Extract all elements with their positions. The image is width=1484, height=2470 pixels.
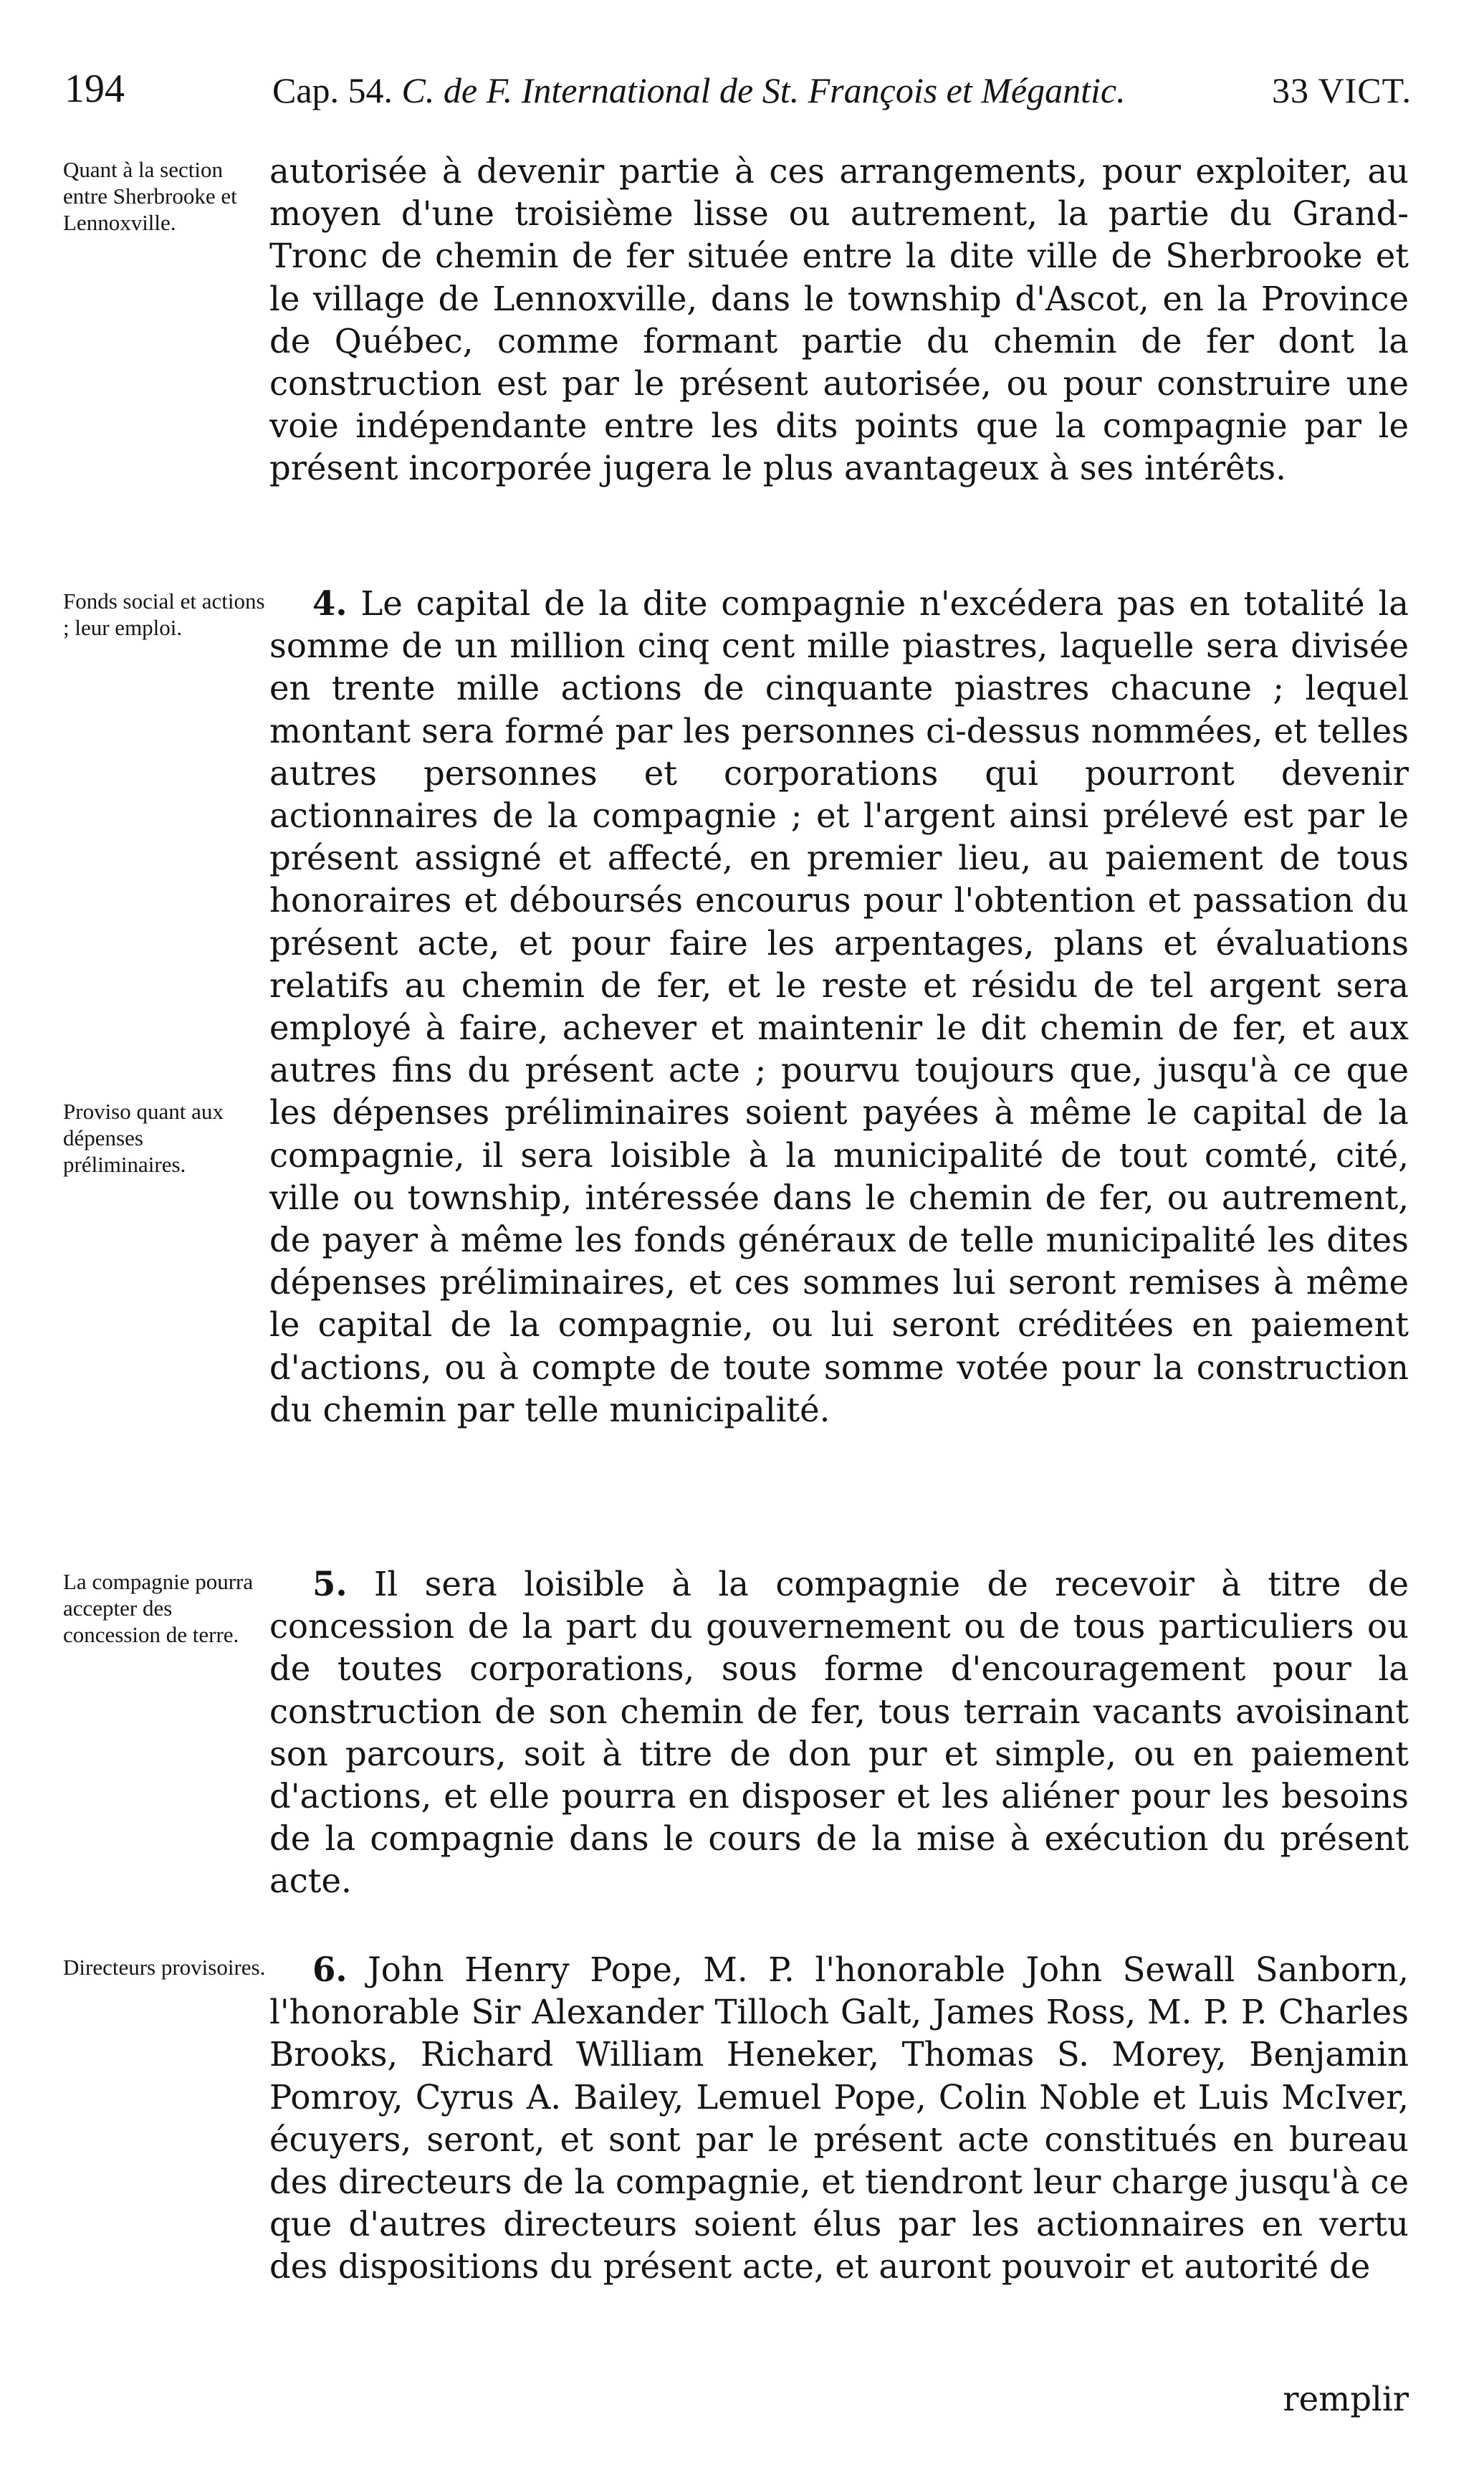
section-text: John Henry Pope, M. P. l'honorable John Sewall Sanborn, l'honorable Sir Alexander Tilloch Galt, James Ross, M. P. P. Charles Brooks, Richard William Heneker, Thomas S. Morey, Benjamin Pomroy, Cyrus A. Bailey, Lemuel Pope, Colin Noble et Luis McIver, écuyers, seront, et sont par le présent acte constitués en bureau des directeurs de la compagnie, et tiendront leur charge jusqu'à ce que d'autres directeurs soient élus par les actionnaires en vertu des dispositions du présent acte, et auront pouvoir et autorité de	[269, 1950, 1409, 2287]
running-title	[272, 69, 1126, 112]
section-body	[269, 582, 1409, 1431]
section-text: autorisée à devenir partie à ces arrangements, pour exploiter, au moyen d'une troisième lisse ou autrement, la partie du Grand-Tronc de chemin de fer située entre la dite ville de Sherbrooke et le village de Lennoxville, dans le township d'Ascot, en la Province de Québec, comme formant partie du chemin de fer dont la construction est par le présent autorisée, ou pour construire une voie indépendante entre les dits points que la compagnie par le présent incorporée jugera le plus avantageux à ses intérêts.	[269, 152, 1409, 488]
section-body	[269, 1948, 1409, 2289]
act-title: C. de F. International de St. François et Mégantic.	[401, 70, 1126, 110]
section-number: 5.	[312, 1564, 348, 1603]
margin-note-proviso: Proviso quant aux dépenses préliminaires.	[63, 1099, 224, 1177]
chapter-label: Cap. 54.	[272, 70, 393, 110]
section-text: Le capital de la dite compagnie n'excédera pas en totalité la somme de un million cinq cent mille piastres, laquelle sera divisée en trente mille actions de cinquante piastres chacune ; lequel montant sera formé par les personnes ci-dessus nommées, et telles autres personnes et corporations qui pourront devenir actionnaires de la compagnie ; et l'argent ainsi prélevé est par le présent assigné et affecté, en premier lieu, au paiement de tous honoraires et déboursés encourus pour l'obtention et passation du présent acte, et pour faire les arpentages, plans et évaluations relatifs au chemin de fer, et le reste et résidu de tel argent sera employé à faire, achever et maintenir le dit chemin de fer, et aux autres fins du présent acte ; pourvu toujours que, jusqu'à ce que les dépenses préliminaires soient payées à même le capital de la compagnie, il sera loisible à la municipalité de tout comté, cité, ville ou township, intéressée dans le chemin de fer, ou autrement, de payer à même les fonds généraux de telle municipalité les dites dépenses préliminaires, et ces sommes lui seront remises à même le capital de la compagnie, ou lui seront créditées en paiement d'actions, ou à compte de toute somme votée pour la construction du chemin par telle municipalité.	[269, 584, 1409, 1429]
section-body	[269, 151, 1409, 490]
section-text: Il sera loisible à la compagnie de recevoir à titre de concession de la part du gouvernement ou de tous particuliers ou de toutes corporations, sous forme d'encouragement pour la construction de son chemin de fer, tous terrain vacants avoisinant son parcours, soit à titre de don pur et simple, ou en paiement d'actions, et elle pourra en disposer et les aliéner pour les besoins de la compagnie dans le cours de la mise à exécution du présent acte.	[269, 1565, 1409, 1901]
catchword: remplir	[1283, 2380, 1409, 2418]
section-body	[269, 1563, 1409, 1903]
running-header	[64, 66, 1412, 116]
margin-note: Quant à la section entre Sherbrooke et Lennoxville.	[63, 157, 237, 235]
margin-note: Directeurs provisoires.	[63, 1955, 266, 1980]
margin-note: La compagnie pourra accepter des concession de terre.	[63, 1569, 254, 1647]
section-number: 6.	[312, 1950, 348, 1989]
page-number: 194	[64, 67, 125, 111]
regnal-year: 33 VICT.	[1271, 70, 1412, 110]
margin-note: Fonds social et actions ; leur emploi.	[63, 588, 265, 640]
section-number: 4.	[312, 583, 348, 623]
